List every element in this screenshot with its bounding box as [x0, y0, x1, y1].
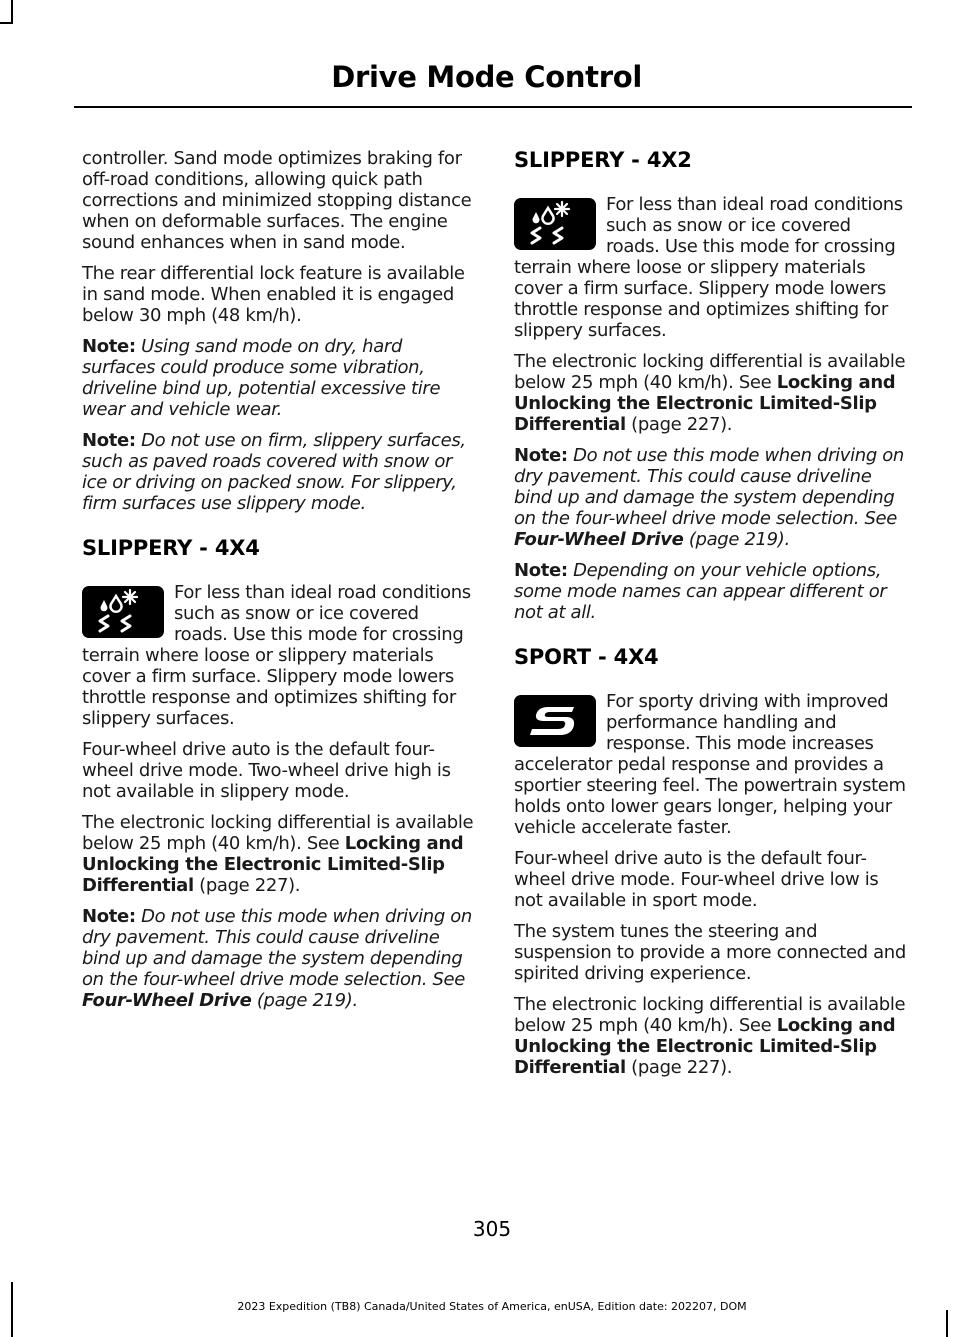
- paragraph: For less than ideal road conditions such as snow or ice covered roads. Use this mode for crossing terrain where loose or slippery materials cover a firm surface. Slippery mode lowers throttle response and optimizes shifting for slippery surfaces.: [514, 194, 903, 341]
- crop-mark: [0, 22, 12, 24]
- slippery-mode-icon: [82, 586, 164, 638]
- page-title: Drive Mode Control: [331, 60, 642, 94]
- paragraph: The electronic locking differential is available below 25 mph (40 km/h). See Locking and Unlocking the Electronic Limited-Slip Differential (page 227).: [514, 994, 906, 1078]
- crop-mark: [11, 0, 13, 24]
- cross-reference-link[interactable]: Locking and Unlocking the Electronic Limited-Slip Differential: [514, 372, 896, 435]
- paragraph: For sporty driving with improved performance handling and response. This mode increases accelerator pedal response and provides a sportier steering feel. The powertrain system holds onto lower gears longer, helping your vehicle accelerate faster.: [514, 691, 906, 838]
- cross-reference-link[interactable]: Locking and Unlocking the Electronic Limited-Slip Differential: [514, 1015, 896, 1078]
- paragraph: The system tunes the steering and suspension to provide a more connected and spirited driving experience.: [514, 921, 906, 984]
- paragraph: Four-wheel drive auto is the default four-wheel drive mode. Two-wheel drive high is not available in slippery mode.: [82, 739, 451, 802]
- note-text: Do not use on firm, slippery surfaces, such as paved roads covered with snow or ice or driving on packed snow. For slippery, firm surfaces use slippery mode.: [82, 430, 466, 514]
- note: [82, 430, 474, 514]
- note: Note: Do not use this mode when driving on dry pavement. This could cause driveline bind up and damage the system depending on the four-wheel drive mode selection. See Four-Wheel Drive (page 219).: [514, 445, 904, 550]
- paragraph: Four-wheel drive auto is the default four-wheel drive mode. Four-wheel drive low is not available in sport mode.: [514, 848, 879, 911]
- slippery-mode-icon: [514, 198, 596, 250]
- section-heading: SLIPPERY - 4X4: [82, 536, 260, 560]
- cross-reference-link[interactable]: Locking and Unlocking the Electronic Limited-Slip Differential: [82, 833, 464, 896]
- note: Note: Depending on your vehicle options, some mode names can appear different or not at all.: [514, 560, 887, 623]
- note: [82, 336, 474, 420]
- paragraph: controller. Sand mode optimizes braking for off-road conditions, allowing quick path corrections and minimized stopping distance when on deformable surfaces. The engine sound enhances when in sand mode.: [82, 148, 472, 253]
- cross-reference-link[interactable]: Four-Wheel Drive: [82, 990, 252, 1011]
- paragraph: The electronic locking differential is available below 25 mph (40 km/h). See Locking and Unlocking the Electronic Limited-Slip Differential (page 227).: [514, 351, 906, 435]
- page-number: 305: [472, 1217, 512, 1241]
- note-label: Note:: [514, 445, 568, 466]
- crop-mark: [946, 1310, 948, 1337]
- paragraph: For less than ideal road conditions such as snow or ice covered roads. Use this mode for crossing terrain where loose or slippery materials cover a firm surface. Slippery mode lowers throttle response and optimizes shifting for slippery surfaces.: [82, 582, 471, 729]
- cross-reference-link[interactable]: Four-Wheel Drive: [514, 529, 684, 550]
- note-text: Using sand mode on dry, hard surfaces could produce some vibration, driveline bind up, potential excessive tire wear and vehicle wear.: [82, 336, 441, 420]
- note-label: Note:: [82, 336, 136, 357]
- section-heading: SPORT - 4X4: [514, 645, 659, 669]
- paragraph: The electronic locking differential is available below 25 mph (40 km/h). See Locking and Unlocking the Electronic Limited-Slip Differential (page 227).: [82, 812, 474, 896]
- left-column: [82, 148, 474, 1021]
- document-info: 2023 Expedition (TB8) Canada/United States of America, enUSA, Edition date: 202207, DOM: [237, 1300, 747, 1313]
- page-header: [74, 60, 912, 108]
- paragraph: The rear differential lock feature is available in sand mode. When enabled it is engaged below 30 mph (48 km/h).: [82, 263, 465, 326]
- note: Note: Do not use this mode when driving on dry pavement. This could cause driveline bind up and damage the system depending on the four-wheel drive mode selection. See Four-Wheel Drive (page 219).: [82, 906, 472, 1011]
- note-label: Note:: [82, 906, 136, 927]
- section-heading: SLIPPERY - 4X2: [514, 148, 692, 172]
- sport-mode-icon: [514, 695, 596, 747]
- note-label: Note:: [82, 430, 136, 451]
- right-column: [514, 148, 906, 1088]
- note-label: Note:: [514, 560, 568, 581]
